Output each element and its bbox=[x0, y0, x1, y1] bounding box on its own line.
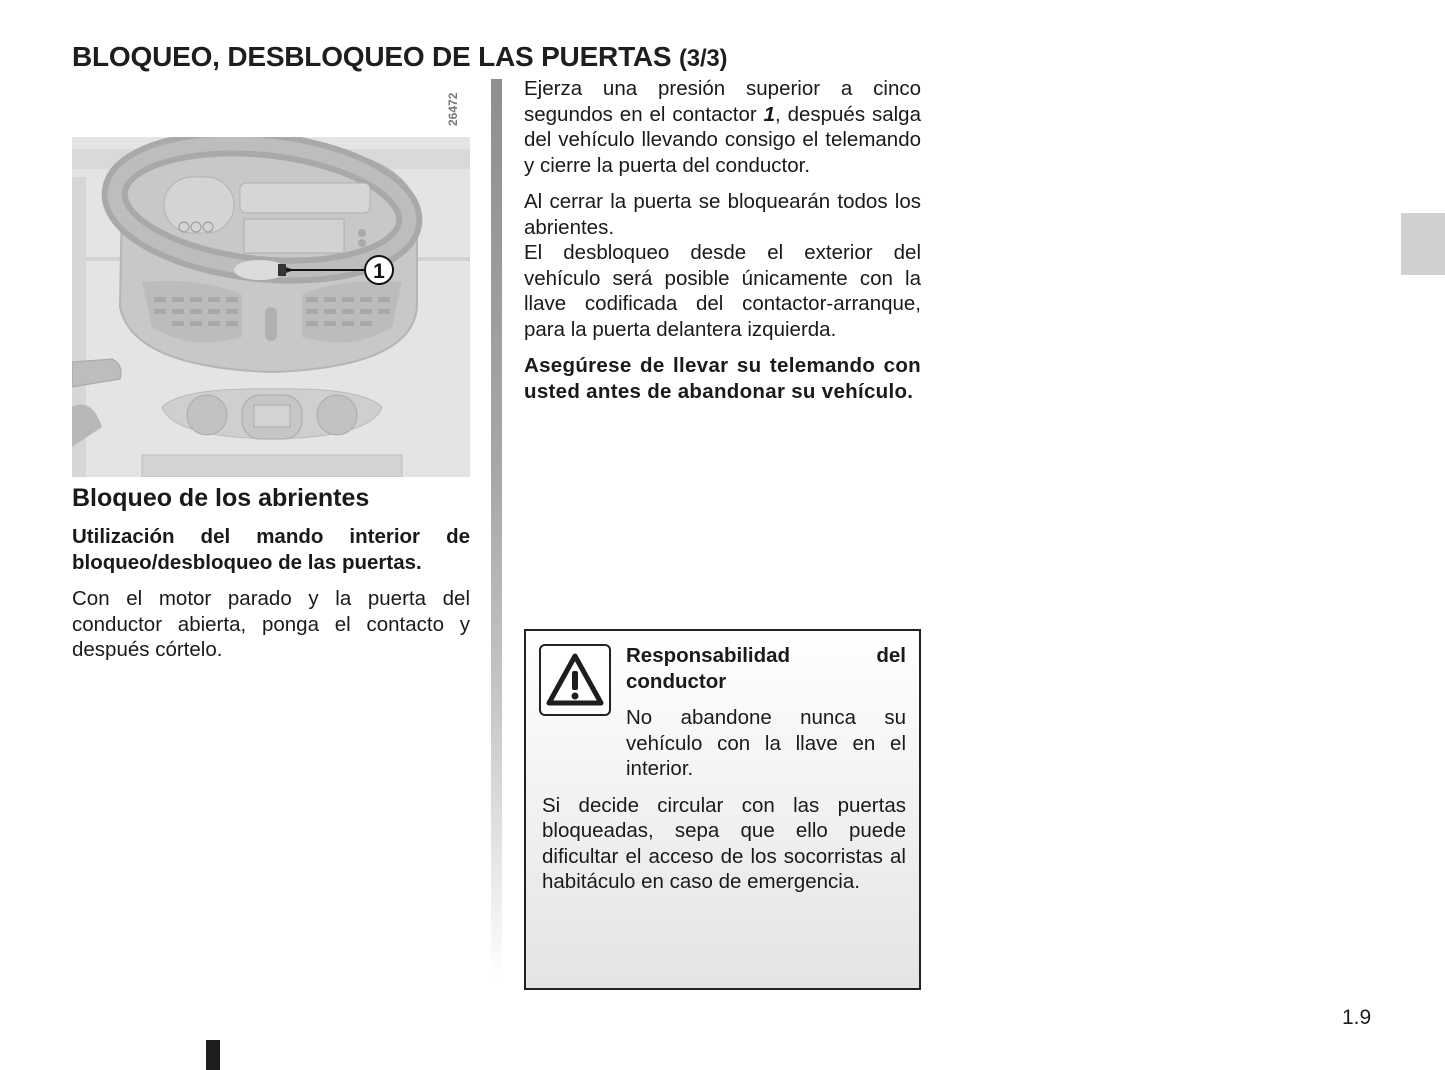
callout-label: 1 bbox=[373, 260, 385, 283]
p2-line2: El desbloqueo desde el exterior del vehículo será posible únicamente con la llave codificada del contactor-arranque, para la puerta delantera izquierda. bbox=[524, 241, 921, 341]
page-title bbox=[72, 41, 727, 73]
section-heading: Bloqueo de los abrientes bbox=[72, 484, 370, 512]
warning-text-1: No abandone nunca su vehículo con la llave en el interior. bbox=[626, 706, 906, 780]
page-number: 1.9 bbox=[1342, 1006, 1372, 1029]
column-divider bbox=[491, 79, 502, 979]
left-column bbox=[72, 482, 470, 674]
page-title-text: BLOQUEO, DESBLOQUEO DE LAS PUERTAS bbox=[72, 40, 672, 72]
chapter-thumb-tab bbox=[1401, 213, 1445, 275]
contactor-reference: 1 bbox=[763, 102, 775, 126]
right-paragraph-1 bbox=[524, 76, 921, 178]
dashboard-illustration bbox=[72, 137, 470, 477]
warning-text-2: Si decide circular con las puertas bloqueadas, sepa que ello puede dificultar el acceso de los socorristas al habitáculo en caso de emergencia. bbox=[542, 793, 906, 893]
right-paragraph-2 bbox=[524, 189, 921, 342]
p1-before: Ejerza una presión superior a cinco segundos en el contactor bbox=[524, 77, 921, 126]
print-crop-mark bbox=[206, 1040, 220, 1070]
page-title-part: (3/3) bbox=[679, 44, 728, 72]
p2-line1: Al cerrar la puerta se bloquearán todos los abrientes. bbox=[524, 190, 921, 239]
figure-reference-number: 26472 bbox=[446, 92, 460, 126]
p1-after: , después salga del vehículo llevando consigo el telemando y cierre la puerta del conductor. bbox=[524, 102, 921, 177]
warning-title: Responsabilidad del conductor bbox=[626, 644, 906, 693]
subheading: Utilización del mando interior de bloqueo/desbloqueo de las puertas. bbox=[72, 525, 470, 574]
left-paragraph: Con el motor parado y la puerta del conductor abierta, ponga el contacto y después córtelo. bbox=[72, 587, 470, 661]
warning-box bbox=[524, 629, 921, 990]
bold-note: Asegúrese de llevar su telemando con usted antes de abandonar su vehículo. bbox=[524, 354, 921, 403]
right-column bbox=[524, 76, 921, 415]
warning-text bbox=[542, 643, 906, 906]
